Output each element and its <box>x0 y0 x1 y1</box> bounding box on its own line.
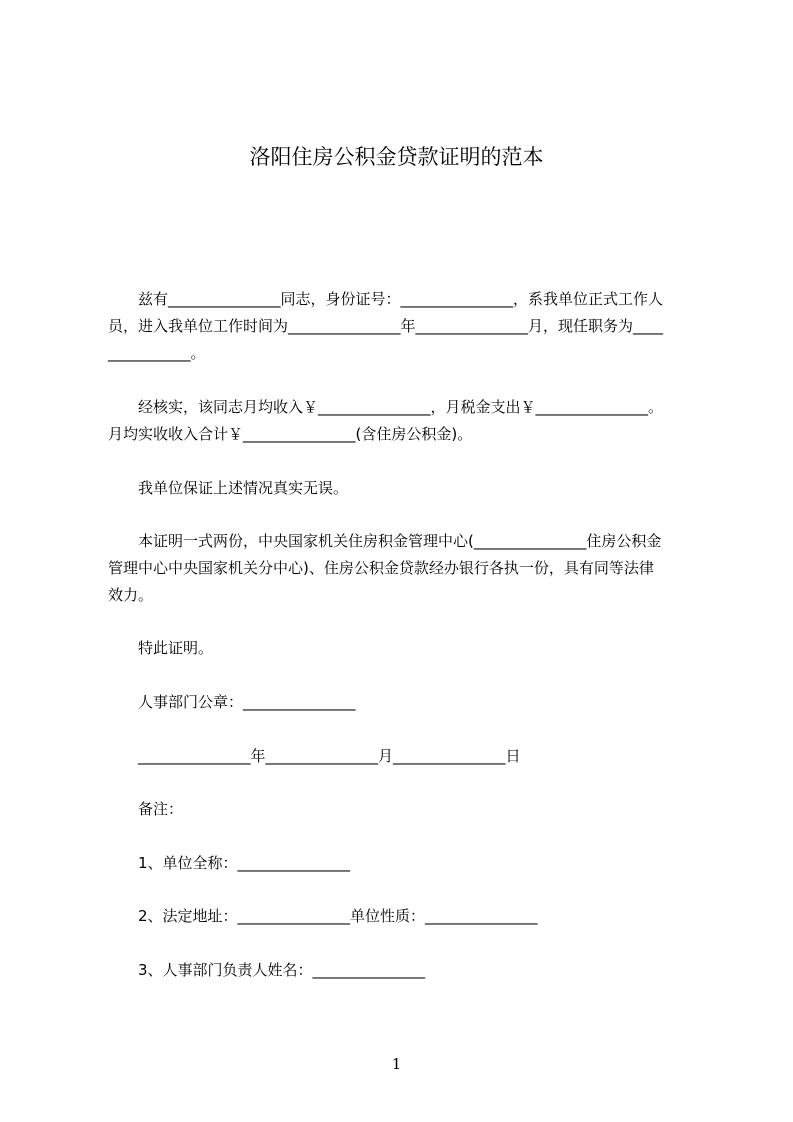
paragraph-1-line-3: ___________。 <box>108 344 206 362</box>
paragraph-4-line-2: 管理中心中央国家机关分中心)、住房公积金贷款经办银行各执一份，具有同等法律 <box>108 559 654 577</box>
paragraph-3: 我单位保证上述情况真实无误。 <box>138 479 349 497</box>
paragraph-2-line-2: 月均实收收入合计￥_______________(含住房公积金)。 <box>108 425 473 443</box>
paragraph-1-line-2: 员，进入我单位工作时间为_______________年_______________月，现任职务为____ <box>108 317 664 335</box>
remark-item-3: 3、人事部门负责人姓名：_______________ <box>138 961 426 979</box>
remark-label: 备注： <box>138 800 184 818</box>
document-title: 洛阳住房公积金贷款证明的范本 <box>249 145 544 169</box>
seal-line: 人事部门公章：_______________ <box>138 693 356 711</box>
page-number: 1 <box>391 1055 402 1073</box>
paragraph-2-line-1: 经核实，该同志月均收入￥_______________，月税金支出￥_______________。 <box>138 398 664 416</box>
remark-item-2: 2、法定地址：_______________单位性质：_______________ <box>138 907 538 925</box>
date-line: _______________年_______________月_______________日 <box>138 747 521 765</box>
closing-statement: 特此证明。 <box>138 639 214 657</box>
paragraph-4-line-3: 效力。 <box>108 586 154 604</box>
paragraph-4-line-1: 本证明一式两份，中央国家机关住房积金管理中心(_______________住房公积金 <box>138 532 662 550</box>
remark-item-1: 1、单位全称：_______________ <box>138 854 351 872</box>
paragraph-1-line-1: 兹有_______________同志，身份证号：_______________，系我单位正式工作人 <box>138 290 664 308</box>
